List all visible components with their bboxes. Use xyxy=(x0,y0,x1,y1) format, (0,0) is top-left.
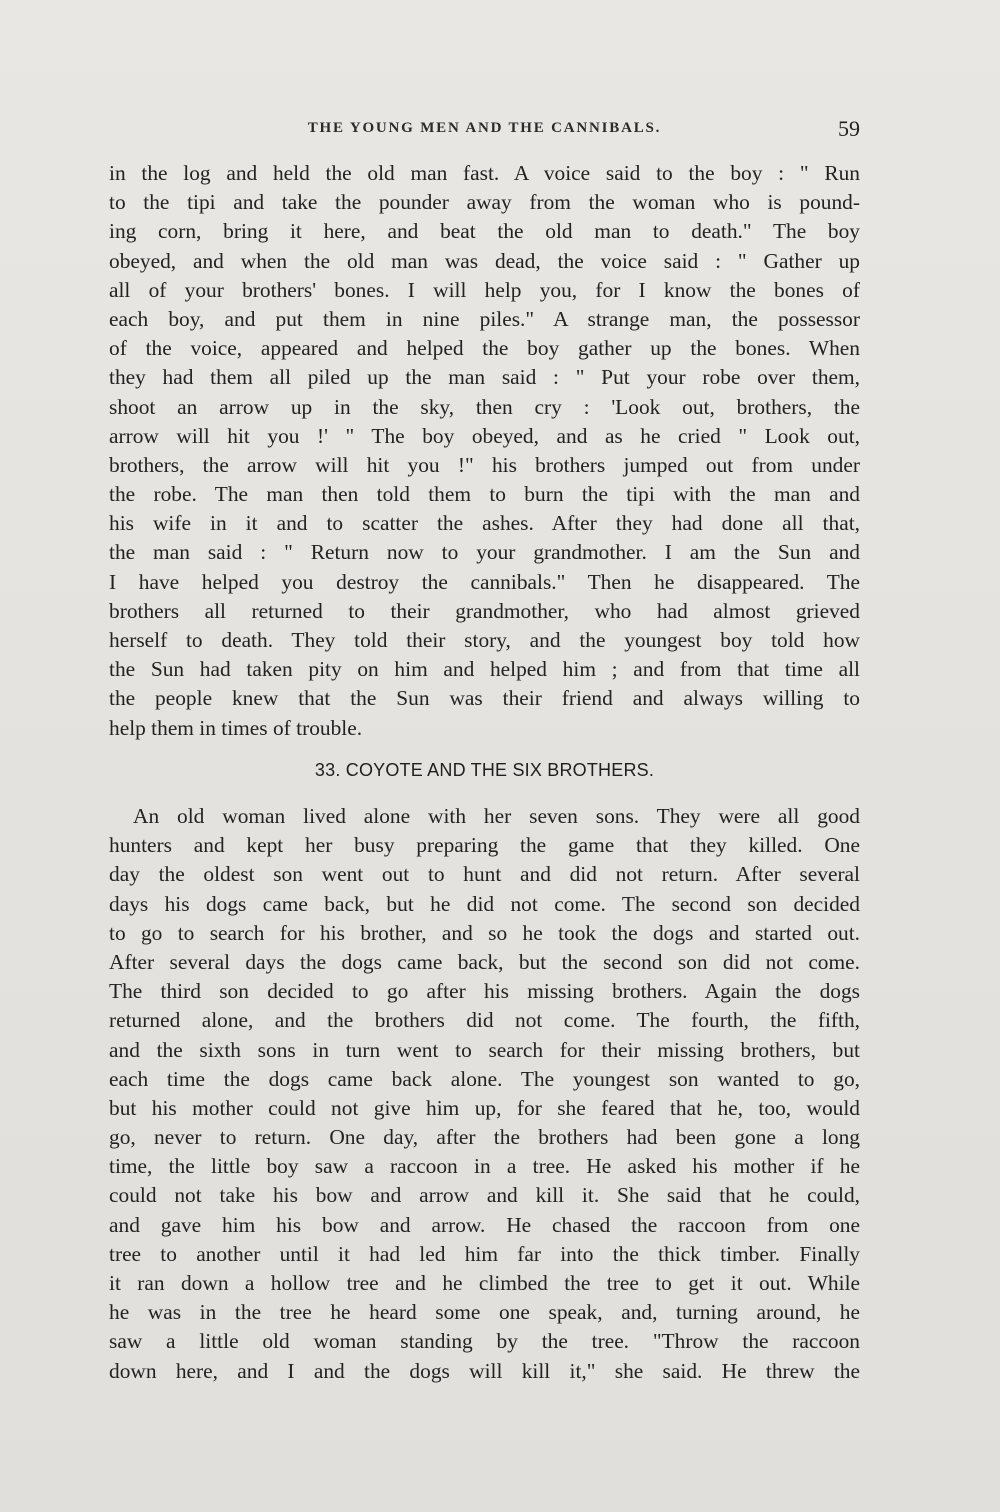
text-line: and the sixth sons in turn went to search for their missing brothers, but xyxy=(109,1037,860,1062)
text-line: I have helped you destroy the cannibals." Then he disappeared. The xyxy=(109,569,860,594)
section-heading: 33. COYOTE AND THE SIX BROTHERS. xyxy=(314,760,655,780)
text-line: brothers, the arrow will hit you !" his brothers jumped out from under xyxy=(109,452,860,477)
text-line: arrow will hit you !' " The boy obeyed, and as he cried " Look out, xyxy=(109,423,860,448)
text-line: the people knew that the Sun was their friend and always willing to xyxy=(109,686,860,711)
text-line: of the voice, appeared and helped the boy gather up the bones. When xyxy=(109,336,860,361)
text-line: saw a little old woman standing by the tree. "Throw the raccoon xyxy=(109,1329,860,1354)
text-line: The third son decided to go after his missing brothers. Again the dogs xyxy=(109,979,860,1004)
text-line: the man said : " Return now to your grandmother. I am the Sun and xyxy=(109,540,860,565)
text-line: all of your brothers' bones. I will help you, for I know the bones of xyxy=(109,277,860,302)
text-line: obeyed, and when the old man was dead, the voice said : " Gather up xyxy=(109,248,860,273)
text-line: down here, and I and the dogs will kill it," she said. He threw the xyxy=(109,1358,860,1383)
text-line: to go to search for his brother, and so he took the dogs and started out. xyxy=(109,920,860,945)
text-line: each time the dogs came back alone. The youngest son wanted to go, xyxy=(109,1066,860,1091)
running-head xyxy=(109,115,860,145)
text-line: days his dogs came back, but he did not come. The second son decided xyxy=(109,891,860,916)
text-line: brothers all returned to their grandmother, who had almost grieved xyxy=(109,598,860,623)
text-line: his wife in it and to scatter the ashes. After they had done all that, xyxy=(109,511,860,536)
page-number: 59 xyxy=(838,116,860,141)
text-line: ing corn, bring it here, and beat the old man to death." The boy xyxy=(109,219,860,244)
text-line: herself to death. They told their story, and the youngest boy told how xyxy=(109,628,860,652)
text-line: in the log and held the old man fast. A voice said to the boy : " Run xyxy=(109,161,860,185)
text-line: he was in the tree he heard some one speak, and, turning around, he xyxy=(109,1300,860,1325)
text-line: hunters and kept her busy preparing the game that they killed. One xyxy=(109,833,860,858)
text-line: go, never to return. One day, after the brothers had been gone a long xyxy=(109,1125,860,1150)
text-line: help them in times of trouble. xyxy=(109,715,363,740)
text-line: After several days the dogs came back, but the second son did not come. xyxy=(109,949,860,974)
running-title: THE YOUNG MEN AND THE CANNIBALS. xyxy=(307,120,662,136)
text-line: and gave him his bow and arrow. He chased the raccoon from one xyxy=(109,1212,860,1237)
text-line: shoot an arrow up in the sky, then cry : 'Look out, brothers, the xyxy=(109,394,860,419)
text-line: time, the little boy saw a raccoon in a tree. He asked his mother if he xyxy=(109,1154,860,1179)
text-line: returned alone, and the brothers did not come. The fourth, the fifth, xyxy=(109,1008,860,1033)
text-line: An old woman lived alone with her seven sons. They were all good xyxy=(133,804,860,828)
text-line: the robe. The man then told them to burn the tipi with the man and xyxy=(109,482,860,507)
paragraph-cannibals-ending xyxy=(109,159,860,743)
text-line: they had them all piled up the man said : " Put your robe over them, xyxy=(109,365,860,390)
text-line: to the tipi and take the pounder away from the woman who is pound- xyxy=(109,190,860,215)
text-line: each boy, and put them in nine piles." A strange man, the possessor xyxy=(109,306,860,331)
text-line: day the oldest son went out to hunt and did not return. After several xyxy=(109,862,860,887)
text-line: could not take his bow and arrow and kill it. She said that he could, xyxy=(109,1183,860,1208)
text-line: tree to another until it had led him far into the thick timber. Finally xyxy=(109,1241,860,1266)
text-line: but his mother could not give him up, for she feared that he, too, would xyxy=(109,1095,860,1120)
text-line: it ran down a hollow tree and he climbed the tree to get it out. While xyxy=(109,1271,860,1295)
paragraph-coyote-story xyxy=(109,802,860,1386)
text-line: the Sun had taken pity on him and helped him ; and from that time all xyxy=(109,657,860,682)
